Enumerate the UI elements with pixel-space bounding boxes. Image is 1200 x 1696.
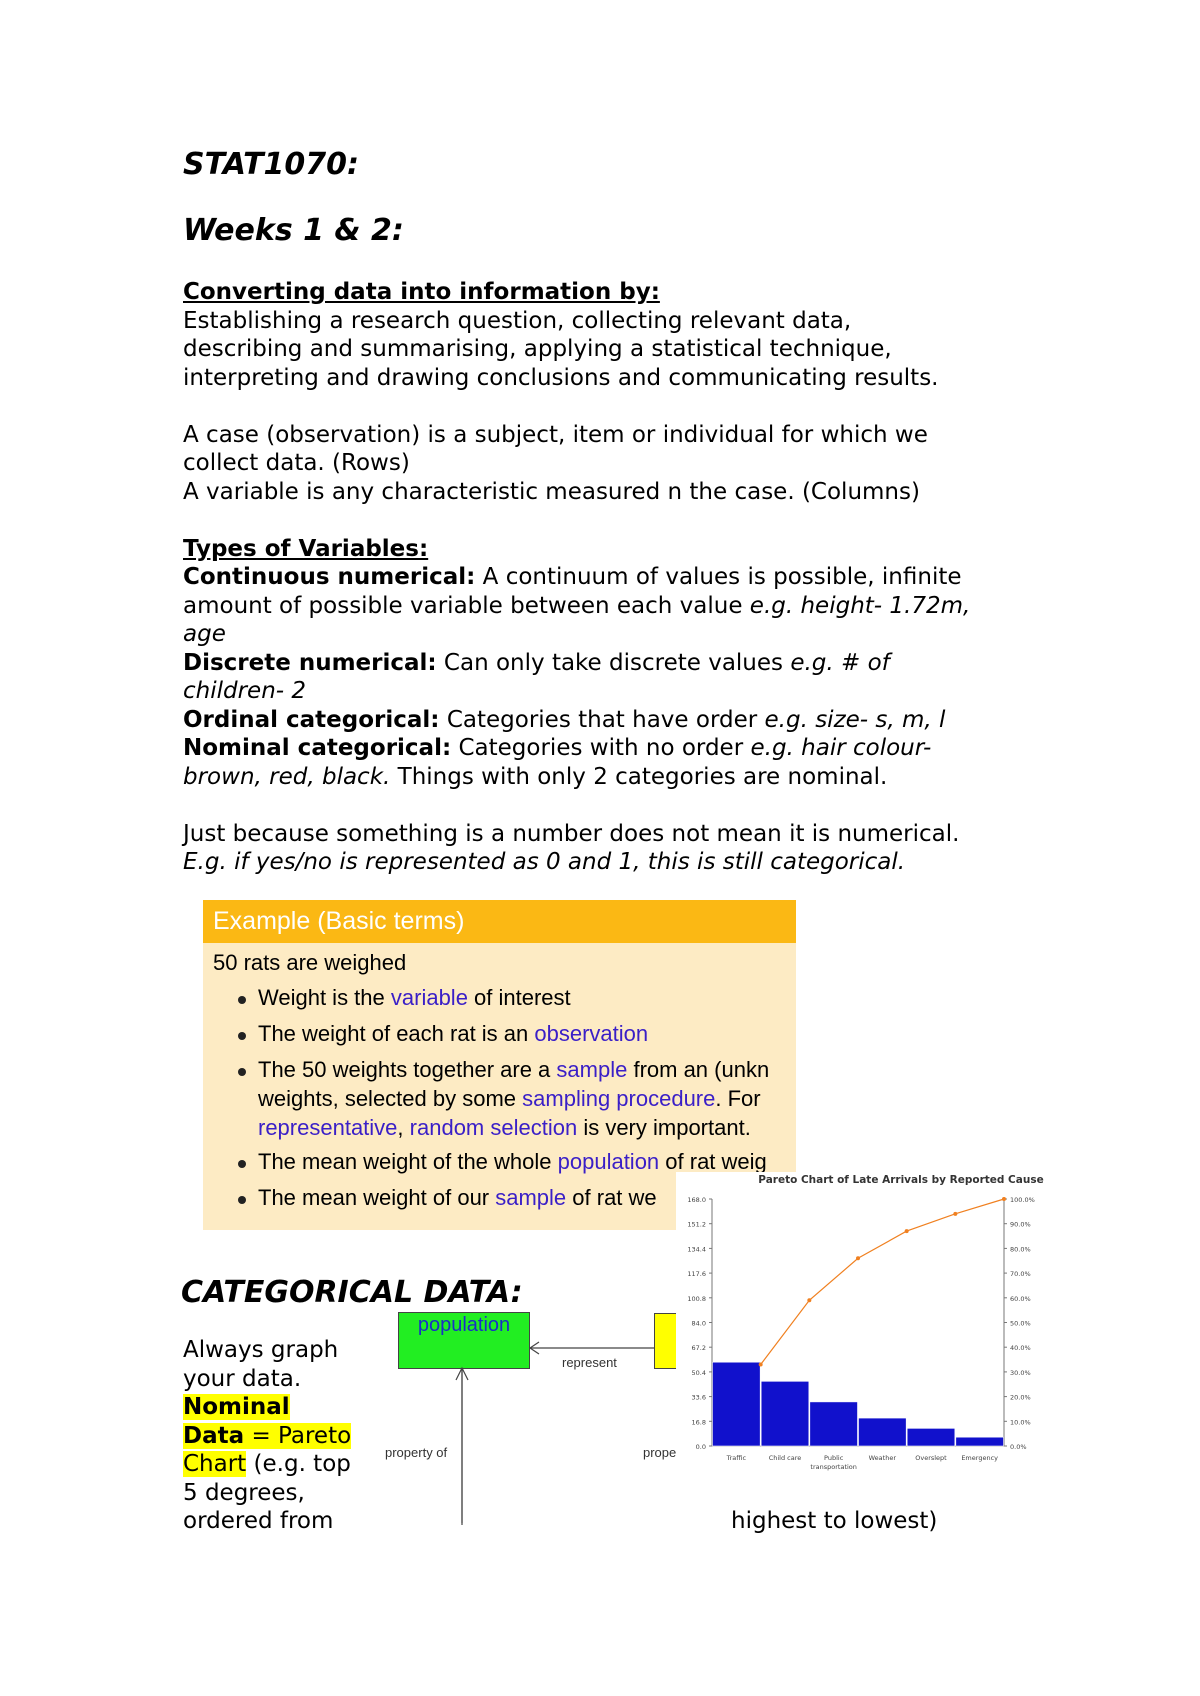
x-tick-label: Emergency — [961, 1454, 999, 1462]
pareto-bar — [713, 1362, 761, 1446]
x-tick-label: Overslept — [915, 1454, 947, 1462]
y-tick-label-right: 0.0% — [1010, 1443, 1027, 1451]
variable-line: A variable is any characteristic measured n the case. (Columns) — [183, 478, 920, 505]
pareto-bar — [907, 1428, 955, 1446]
y-tick-label-right: 20.0% — [1010, 1393, 1031, 1402]
pareto-bar — [859, 1418, 907, 1446]
intro-line: describing and summarising, applying a statistical technique, — [183, 336, 892, 362]
y-tick-label-left: 16.8 — [691, 1418, 706, 1427]
note-line: Just because something is a number does not mean it is numerical. — [183, 820, 960, 847]
ordinal-def: Ordinal categorical: Categories that have order e.g. size- s, m, l — [183, 706, 946, 733]
y-tick-label-left: 67.2 — [691, 1344, 706, 1353]
y-tick-label-left: 151.2 — [687, 1220, 706, 1229]
example-box: Example (Basic terms) 50 rats are weighed Weight is the variable of interest The weight of each rat is an observation The 50 weights together are a sample from an (unkn weights, selected by some sampling procedure. For representative, random selection is very important. The mean weight of the whole population of rat weig The mean weight of our sample of rat we — [203, 900, 796, 1230]
y-tick-label-right: 60.0% — [1010, 1294, 1031, 1303]
pareto-chart — [676, 1172, 1106, 1500]
intro-line: Establishing a research question, collecting relevant data, — [183, 307, 852, 334]
cumulative-point — [856, 1256, 860, 1260]
nominal-def: Nominal categorical: Categories with no order e.g. hair colour- — [183, 735, 932, 761]
diagram-arrows — [395, 1300, 685, 1525]
x-tick-label: Traffic — [726, 1454, 747, 1462]
y-tick-label-right: 50.0% — [1010, 1319, 1031, 1328]
cumulative-line — [761, 1199, 1004, 1364]
weeks-title: Weeks 1 & 2: — [183, 213, 404, 248]
example-bullet: The weight of each rat is an observation — [258, 1021, 649, 1046]
bullet-dot — [238, 1196, 246, 1204]
chart-title: Pareto Chart of Late Arrivals by Reported Cause — [758, 1174, 1044, 1186]
example-bullet: The mean weight of our sample of rat we — [258, 1185, 657, 1210]
bullet-dot — [238, 1068, 246, 1076]
categorical-continuation: highest to lowest) — [731, 1508, 938, 1534]
population-box: population — [398, 1312, 530, 1369]
types-heading: Types of Variables: — [183, 535, 429, 562]
x-tick-label: Public — [824, 1454, 844, 1462]
cumulative-point — [953, 1212, 957, 1216]
y-tick-label-right: 10.0% — [1010, 1418, 1031, 1427]
prope-label: prope — [643, 1445, 677, 1460]
y-tick-label-right: 80.0% — [1010, 1245, 1031, 1254]
y-tick-label-right: 40.0% — [1010, 1344, 1031, 1353]
pareto-bar — [761, 1381, 809, 1446]
y-tick-label-left: 100.8 — [687, 1294, 706, 1303]
y-tick-label-left: 0.0 — [695, 1443, 706, 1451]
example-header: Example (Basic terms) — [203, 900, 796, 943]
y-tick-label-right: 70.0% — [1010, 1270, 1031, 1279]
cumulative-point — [1002, 1197, 1006, 1201]
y-tick-label-left: 84.0 — [691, 1319, 706, 1328]
chart-plot — [687, 1196, 1034, 1471]
y-tick-label-left: 134.4 — [687, 1245, 706, 1254]
x-tick-label: Child care — [768, 1454, 802, 1462]
intro-section: Converting data into information by: Establishing a research question, collecting relevant data, describing and summarising, applying a statistical technique, interpreting and drawing conclusions and communicating results. A case (observation) is a subject, item or individual for which we collect data. (Rows) A variable is any characteristic measured n the case. (Columns) Types of Variables: Continuous numerical: A continuum of values is possible, infinite amount of possible variable between each value e.g. height- 1.72m, age Discrete numerical: Can only take discrete values e.g. # of children- 2 Ordinal categorical: Categories that have order e.g. size- s, m, l Nominal categorical: Categories with no order e.g. hair colour- brown, red, black. Things with only 2 categories are nominal. Just because something is a number does not mean it is numerical. E.g. if yes/no is represented as 0 and 1, this is still categorical. — [183, 278, 1083, 877]
y-tick-label-left: 117.6 — [687, 1270, 706, 1279]
example-lead: 50 rats are weighed — [213, 950, 407, 975]
cumulative-point — [807, 1298, 811, 1302]
y-tick-label-left: 168.0 — [687, 1196, 706, 1204]
note-example: E.g. if yes/no is represented as 0 and 1, this is still categorical. — [183, 849, 906, 875]
case-line: A case (observation) is a subject, item or individual for which we — [183, 421, 928, 448]
y-tick-label-right: 100.0% — [1010, 1196, 1035, 1204]
categorical-title: CATEGORICAL DATA: — [181, 1275, 523, 1310]
bullet-dot — [238, 996, 246, 1004]
represent-label: represent — [562, 1355, 617, 1370]
cumulative-point — [759, 1362, 763, 1366]
example-bullet: The mean weight of the whole population of rat weig — [258, 1149, 767, 1174]
categorical-text: Always graph your data. Nominal Data = Pareto Chart (e.g. top 5 degrees, ordered from — [183, 1337, 352, 1534]
y-tick-label-right: 30.0% — [1010, 1368, 1031, 1377]
x-tick-label: Weather — [868, 1454, 897, 1462]
intro-line: interpreting and drawing conclusions and communicating results. — [183, 364, 939, 391]
bullet-dot — [238, 1032, 246, 1040]
intro-heading: Converting data into information by: — [183, 279, 660, 305]
cumulative-point — [905, 1229, 909, 1233]
bullet-dot — [238, 1160, 246, 1168]
example-bullet: Weight is the variable of interest — [258, 985, 571, 1010]
property-of-label: property of — [385, 1445, 448, 1460]
pareto-bar — [810, 1402, 858, 1446]
y-tick-label-left: 33.6 — [691, 1393, 706, 1402]
pareto-bar — [956, 1437, 1004, 1446]
x-tick-label: transportation — [810, 1463, 857, 1471]
discrete-def: Discrete numerical: Can only take discrete values e.g. # of — [183, 649, 890, 676]
y-tick-label-right: 90.0% — [1010, 1220, 1031, 1229]
y-tick-label-left: 50.4 — [691, 1368, 706, 1377]
continuous-def: Continuous numerical: A continuum of values is possible, infinite — [183, 564, 962, 590]
course-title: STAT1070: — [183, 147, 360, 182]
case-line: collect data. (Rows) — [183, 450, 410, 476]
example-bullet: The 50 weights together are a sample from an (unkn — [258, 1057, 770, 1082]
